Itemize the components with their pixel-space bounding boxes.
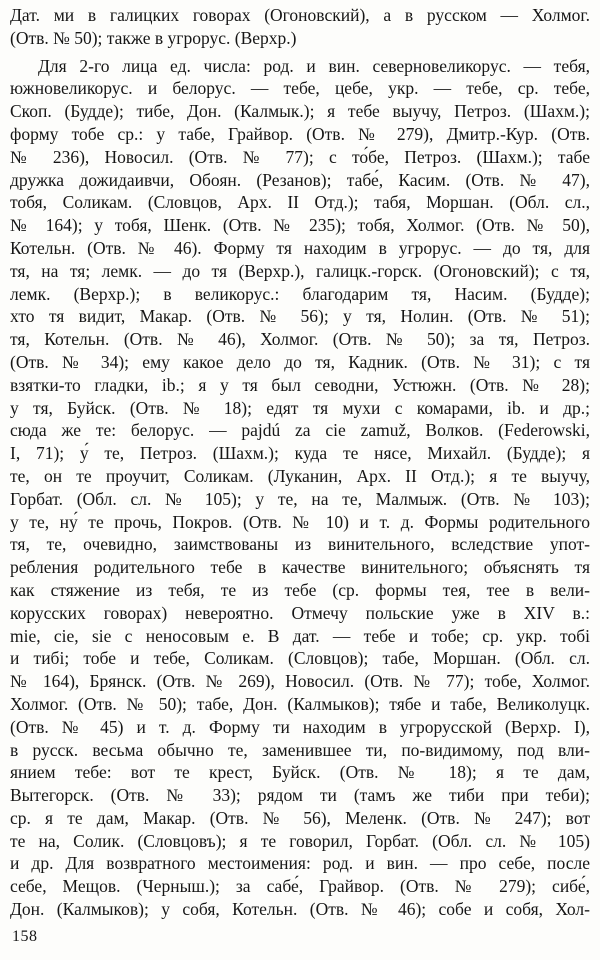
text-line: тя, Котельн. (Отв. № 46), Холмог. (Отв. № 50); за тя, Петроз. bbox=[10, 329, 590, 350]
text-line: себе, Мещов. (Черныш.); за сабе́, Грайвор. (Отв. № 279); сибе́, bbox=[10, 876, 590, 897]
text-line: те, он те проучит, Соликам. (Луканин, Арх. II Отд.); я те выучу, bbox=[10, 465, 590, 486]
text-line: Скоп. (Будде); тибе, Дон. (Калмык.); я тебе выучу, Петроз. (Шахм.); bbox=[10, 101, 590, 122]
text-line: и тибі; тобе и тебе, Соликам. (Словцов); табе, Моршан. (Обл. сл. bbox=[10, 648, 590, 669]
text-line: те на, Солик. (Словцовъ); я те говорил, Горбат. (Обл. сл. № 105) bbox=[10, 830, 590, 851]
text-line: № 164), Брянск. (Отв. № 269), Новосил. (Отв. № 77); тобе, Холмог. bbox=[10, 671, 590, 692]
text-line: Дон. (Калмыков); у собя, Котельн. (Отв. № 46); собе и собя, Хол- bbox=[10, 899, 590, 920]
text-line: № 236), Новосил. (Отв. № 77); с то́бе, Петроз. (Шахм.); табе bbox=[10, 146, 590, 167]
text-line: форму тобе ср.: у табе, Грайвор. (Отв. № 279), Дмитр.-Кур. (Отв. bbox=[10, 123, 590, 144]
text-line: Котельн. (Отв. № 46). Форму тя находим в угрорус. — до тя, для bbox=[10, 237, 590, 258]
text-line: тобя, Соликам. (Словцов, Арх. II Отд.); табя, Моршан. (Обл. сл., bbox=[10, 192, 590, 213]
text-line: корусских говорах) невероятно. Отмечу польские уже в XIV в.: bbox=[10, 602, 590, 623]
text-line: (Отв. № 45) и т. д. Форму ти находим в угрорусской (Верхр. I), bbox=[10, 716, 590, 737]
body-text bbox=[10, 4, 590, 921]
text-line: Холмог. (Отв. № 50); табе, Дон. (Калмыков); тябе и табе, Великолуцк. bbox=[10, 693, 590, 714]
text-line: (Отв. № 50); также в угрорус. (Верхр.) bbox=[10, 27, 297, 48]
text-line: Вытегорск. (Отв. № 33); рядом ти (тамъ же тиби при теби); bbox=[10, 785, 590, 806]
text-line: как стяжение из тебя, те из тебе (ср. формы тея, тее в вели- bbox=[10, 579, 590, 600]
text-line: сюда же те: белорус. — pajdú za cie zamuž, Волков. (Federowski, bbox=[10, 420, 590, 441]
text-line: Для 2-го лица ед. числа: род. и вин. северновеликорус. — тебя, bbox=[38, 55, 590, 76]
text-line: Горбат. (Обл. сл. № 105); у те, на те, Малмыж. (Отв. № 103); bbox=[10, 488, 590, 509]
text-line: у тя, Буйск. (Отв. № 18); едят тя мухи с комарами, ib. и др.; bbox=[10, 397, 590, 418]
text-line: тя, на тя; лемк. — до тя (Верхр.), галицк.-горск. (Огоновский); с тя, bbox=[10, 260, 590, 281]
text-line: хто тя видит, Макар. (Отв. № 56); у тя, Нолин. (Отв. № 51); bbox=[10, 306, 590, 327]
text-line: южновеликорус. и белорус. — тебе, цебе, укр. — тебе, ср. тебе, bbox=[10, 78, 590, 99]
text-line: у те, ну́ те прочь, Покров. (Отв. № 10) и т. д. Формы родительного bbox=[10, 511, 590, 532]
text-line: (Отв. № 34); ему какое дело до тя, Кадник. (Отв. № 31); с тя bbox=[10, 351, 590, 372]
text-line: ср. я те дам, Макар. (Отв. № 56), Меленк. (Отв. № 247); вот bbox=[10, 807, 590, 828]
text-line: ребления родительного тебе в качестве винительного; объяснять тя bbox=[10, 557, 590, 578]
text-line: и др. Для возвратного местоимения: род. и вин. — про себе, после bbox=[10, 853, 590, 874]
text-line: дружка дожидаивчи, Обоян. (Резанов); табе́, Касим. (Отв. № 47), bbox=[10, 169, 590, 190]
text-line: I, 71); у́ те, Петроз. (Шахм.); куда те нясе, Михайл. (Будде); я bbox=[10, 443, 590, 464]
text-line: Дат. ми в галицких говорах (Огоновский), а в русском — Холмог. bbox=[10, 5, 590, 25]
text-line: в русск. весьма обычно те, заменившее ти, по-видимому, под вли- bbox=[10, 739, 590, 760]
text-line: лемк. (Верхр.); в великорус.: благодарим тя, Насим. (Будде); bbox=[10, 283, 590, 304]
text-line: янием тебе: вот те крест, Буйск. (Отв. № 18); я те дам, bbox=[10, 762, 590, 783]
text-line: mie, cie, sie с неносовым е. В дат. — тебе и тобе; ср. укр. тобі bbox=[10, 625, 590, 646]
page-number: 158 bbox=[12, 928, 38, 945]
text-line: взятки-то гладки, ib.; я у тя был севодни, Устюжн. (Отв. № 28); bbox=[10, 374, 590, 395]
text-line: № 164); у тобя, Шенк. (Отв. № 235); тобя, Холмог. (Отв. № 50), bbox=[10, 215, 590, 236]
text-line: тя, те, очевидно, заимствованы из винительного, вследствие упот- bbox=[10, 534, 590, 555]
